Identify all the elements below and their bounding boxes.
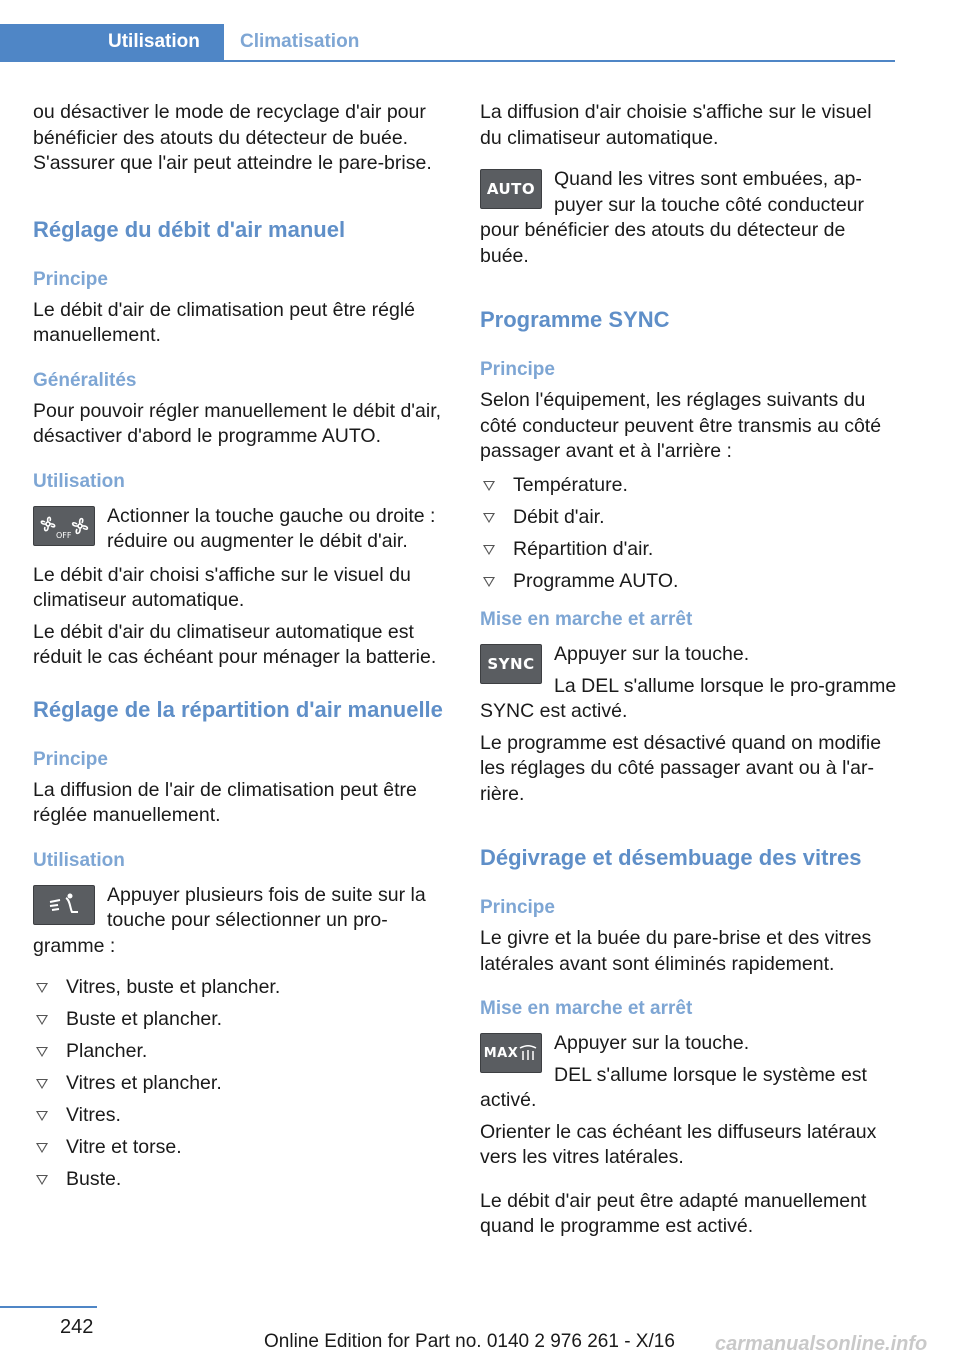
list-item: Répartition d'air. [480, 537, 898, 563]
subheading-utilisation: Utilisation [33, 849, 125, 871]
fan-icon [36, 512, 92, 540]
paragraph: Le débit d'air du climatiseur automatique est réduit le cas échéant pour ménager la batterie. [33, 620, 437, 668]
section-title-defrost: Dégivrage et désembuage des vitres [480, 845, 862, 870]
list-item: Vitre et torse. [33, 1135, 451, 1161]
paragraph: Le débit d'air choisi s'affiche sur le visuel du climatiseur automatique. [33, 563, 411, 611]
header-divider [0, 60, 895, 62]
list-item: Température. [480, 473, 898, 499]
tab-utilisation-label: Utilisation [108, 31, 200, 52]
left-column [33, 100, 451, 1199]
paragraph: Pour pouvoir régler manuellement le débit d'air, désactiver d'abord le programme AUTO. [33, 399, 442, 447]
page-header [0, 24, 895, 62]
paragraph: Le débit d'air de climatisation peut être réglé manuellement. [33, 298, 416, 346]
sync-button-icon: SYNC [480, 644, 542, 684]
section-title-distribution: Réglage de la répartition d'air manuelle [33, 696, 443, 722]
paragraph: Quand les vitres sont embuées, ap-puyer sur la touche côté conducteur pour bénéficier des atouts du détecteur de buée. [480, 168, 865, 267]
subheading-mise-en-marche: Mise en marche et arrêt [480, 609, 693, 630]
program-list [33, 975, 451, 1193]
paragraph: La diffusion de l'air de climatisation peut être réglée manuellement. [33, 778, 417, 826]
watermark: carmanualsonline.info [715, 1333, 928, 1355]
paragraph: Appuyer sur la touche. [554, 643, 750, 665]
footer-divider [0, 1306, 97, 1308]
paragraph: La DEL s'allume lorsque le pro-gramme SYNC est activé. [480, 674, 897, 722]
paragraph: Le débit d'air peut être adapté manuellement quand le programme est activé. [480, 1189, 867, 1237]
subheading-generalites: Généralités [33, 369, 137, 391]
section-title-airflow: Réglage du débit d'air manuel [33, 216, 346, 242]
subheading-utilisation: Utilisation [33, 470, 125, 492]
paragraph: Le givre et la buée du pare-brise et des vitres latérales avant sont éliminés rapidement. [480, 927, 872, 975]
list-item: Buste. [33, 1167, 451, 1193]
max-defrost-button-icon [480, 1033, 542, 1073]
subheading-principe: Principe [480, 897, 555, 918]
page-number: 242 [60, 1316, 94, 1338]
edition-text: Online Edition for Part no. 0140 2 976 261 - X/16 [264, 1331, 675, 1352]
tab-climatisation[interactable]: Climatisation [240, 31, 360, 52]
paragraph: Actionner la touche gauche ou droite : réduire ou augmenter le débit d'air. [107, 504, 436, 552]
section-title-sync: Programme SYNC [480, 307, 670, 332]
paragraph: Appuyer plusieurs fois de suite sur la touche pour sélectionner un pro-gramme : [33, 883, 426, 957]
fan-speed-button-icon [33, 506, 95, 546]
subheading-principe: Principe [33, 748, 108, 770]
paragraph: Appuyer sur la touche. [554, 1032, 750, 1054]
defrost-icon [518, 1044, 538, 1062]
max-label: MAX [483, 1045, 519, 1061]
auto-button-icon: AUTO [480, 169, 542, 209]
air-distribution-button-icon [33, 885, 95, 925]
paragraph: Orienter le cas échéant les diffuseurs latéraux vers les vitres latérales. [480, 1120, 877, 1168]
air-distribution-icon [44, 892, 84, 918]
list-item: Débit d'air. [480, 505, 898, 531]
list-item: Plancher. [33, 1039, 451, 1065]
paragraph: DEL s'allume lorsque le système est activé. [480, 1063, 867, 1111]
list-item: Vitres et plancher. [33, 1071, 451, 1097]
list-item: Vitres. [33, 1103, 451, 1129]
paragraph: Le programme est désactivé quand on modifie les réglages du côté passager avant ou à l'ar-rière. [480, 731, 882, 805]
paragraph: La diffusion d'air choisie s'affiche sur le visuel du climatiseur automatique. [480, 101, 872, 149]
subheading-principe: Principe [33, 268, 108, 290]
tab-utilisation[interactable] [0, 24, 224, 60]
subheading-mise-en-marche: Mise en marche et arrêt [480, 998, 693, 1019]
sync-list [480, 473, 898, 595]
intro-paragraph: ou désactiver le mode de recyclage d'air pour bénéficier des atouts du détecteur de buée. S'assurer que l'air peut atteindre le pare-brise. [33, 101, 432, 174]
list-item: Buste et plancher. [33, 1007, 451, 1033]
subheading-principe: Principe [480, 359, 555, 380]
right-column [480, 100, 898, 1240]
paragraph: Selon l'équipement, les réglages suivants du côté conducteur peuvent être transmis au côté passager avant et à l'arrière : [480, 389, 882, 462]
svg-text:OFF: OFF [56, 530, 72, 540]
list-item: Programme AUTO. [480, 569, 898, 595]
list-item: Vitres, buste et plancher. [33, 975, 451, 1001]
